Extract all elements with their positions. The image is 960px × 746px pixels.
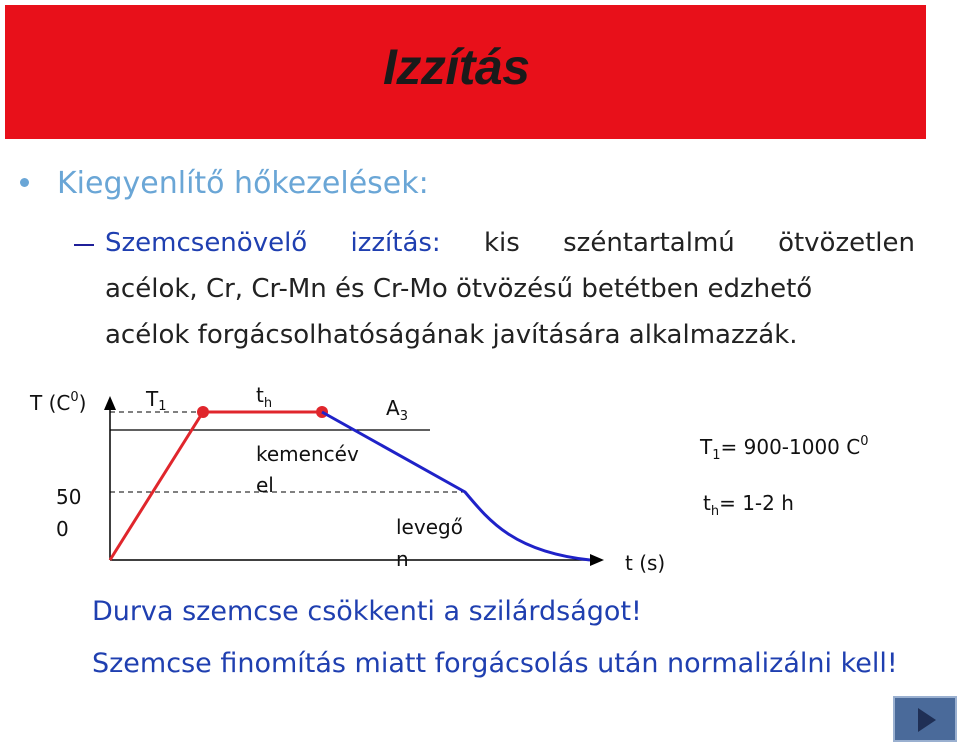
sub-item-lead: Szemcsenövelő izzítás: [105, 228, 441, 258]
paragraph-line-3: acélok forgácsolhatóságának javítására alkalmazzák. [105, 320, 798, 350]
note-grain-refinement: Szemcse finomítás miatt forgácsolás után normalizálni kell! [92, 648, 898, 679]
bullet-marker [20, 178, 29, 187]
air-label-line1: levegő [396, 515, 463, 539]
sub-item-paragraph [105, 220, 915, 358]
paragraph-line-1 [105, 220, 915, 266]
slide-title: Izzítás [383, 39, 530, 95]
th-parameter: $t_h= 1-2$ h [703, 491, 794, 519]
heat-treatment-diagram [0, 370, 960, 590]
note-coarse-grain: Durva szemcse csökkenti a szilárdságot! [92, 596, 642, 627]
paragraph-line-2: acélok, Cr, Cr-Mn és Cr-Mo ötvözésű betétben edzhető [105, 274, 813, 304]
bullet-heading: Kiegyenlítő hőkezelések: [57, 166, 429, 201]
y-tick-500-line2: 0 [56, 517, 69, 541]
sub-item-line1-rest: kis széntartalmú ötvözetlen [484, 228, 915, 258]
y-tick-500-line1: 50 [56, 485, 82, 509]
furnace-label-line1: kemencév [256, 442, 359, 466]
y-axis-label: T $(C^0)$ [30, 390, 87, 415]
sub-bullet-dash [74, 244, 94, 246]
heating-curve [110, 412, 322, 560]
th-label: $t_h$ [256, 383, 273, 411]
t1-label: $T_1$ [146, 387, 167, 414]
t1-parameter: $T_1= 900-1000$ $C^0$ [700, 434, 869, 463]
x-axis-arrow [590, 554, 604, 566]
a3-label: $A_3$ [386, 396, 408, 424]
y-axis-arrow [104, 396, 116, 410]
holding-start-point [197, 406, 209, 418]
play-arrow-icon [918, 708, 936, 732]
x-axis-label: t (s) [625, 551, 666, 575]
furnace-label-line2: el [256, 473, 274, 497]
air-label-line2: n [396, 547, 409, 571]
next-slide-button[interactable] [893, 696, 957, 742]
